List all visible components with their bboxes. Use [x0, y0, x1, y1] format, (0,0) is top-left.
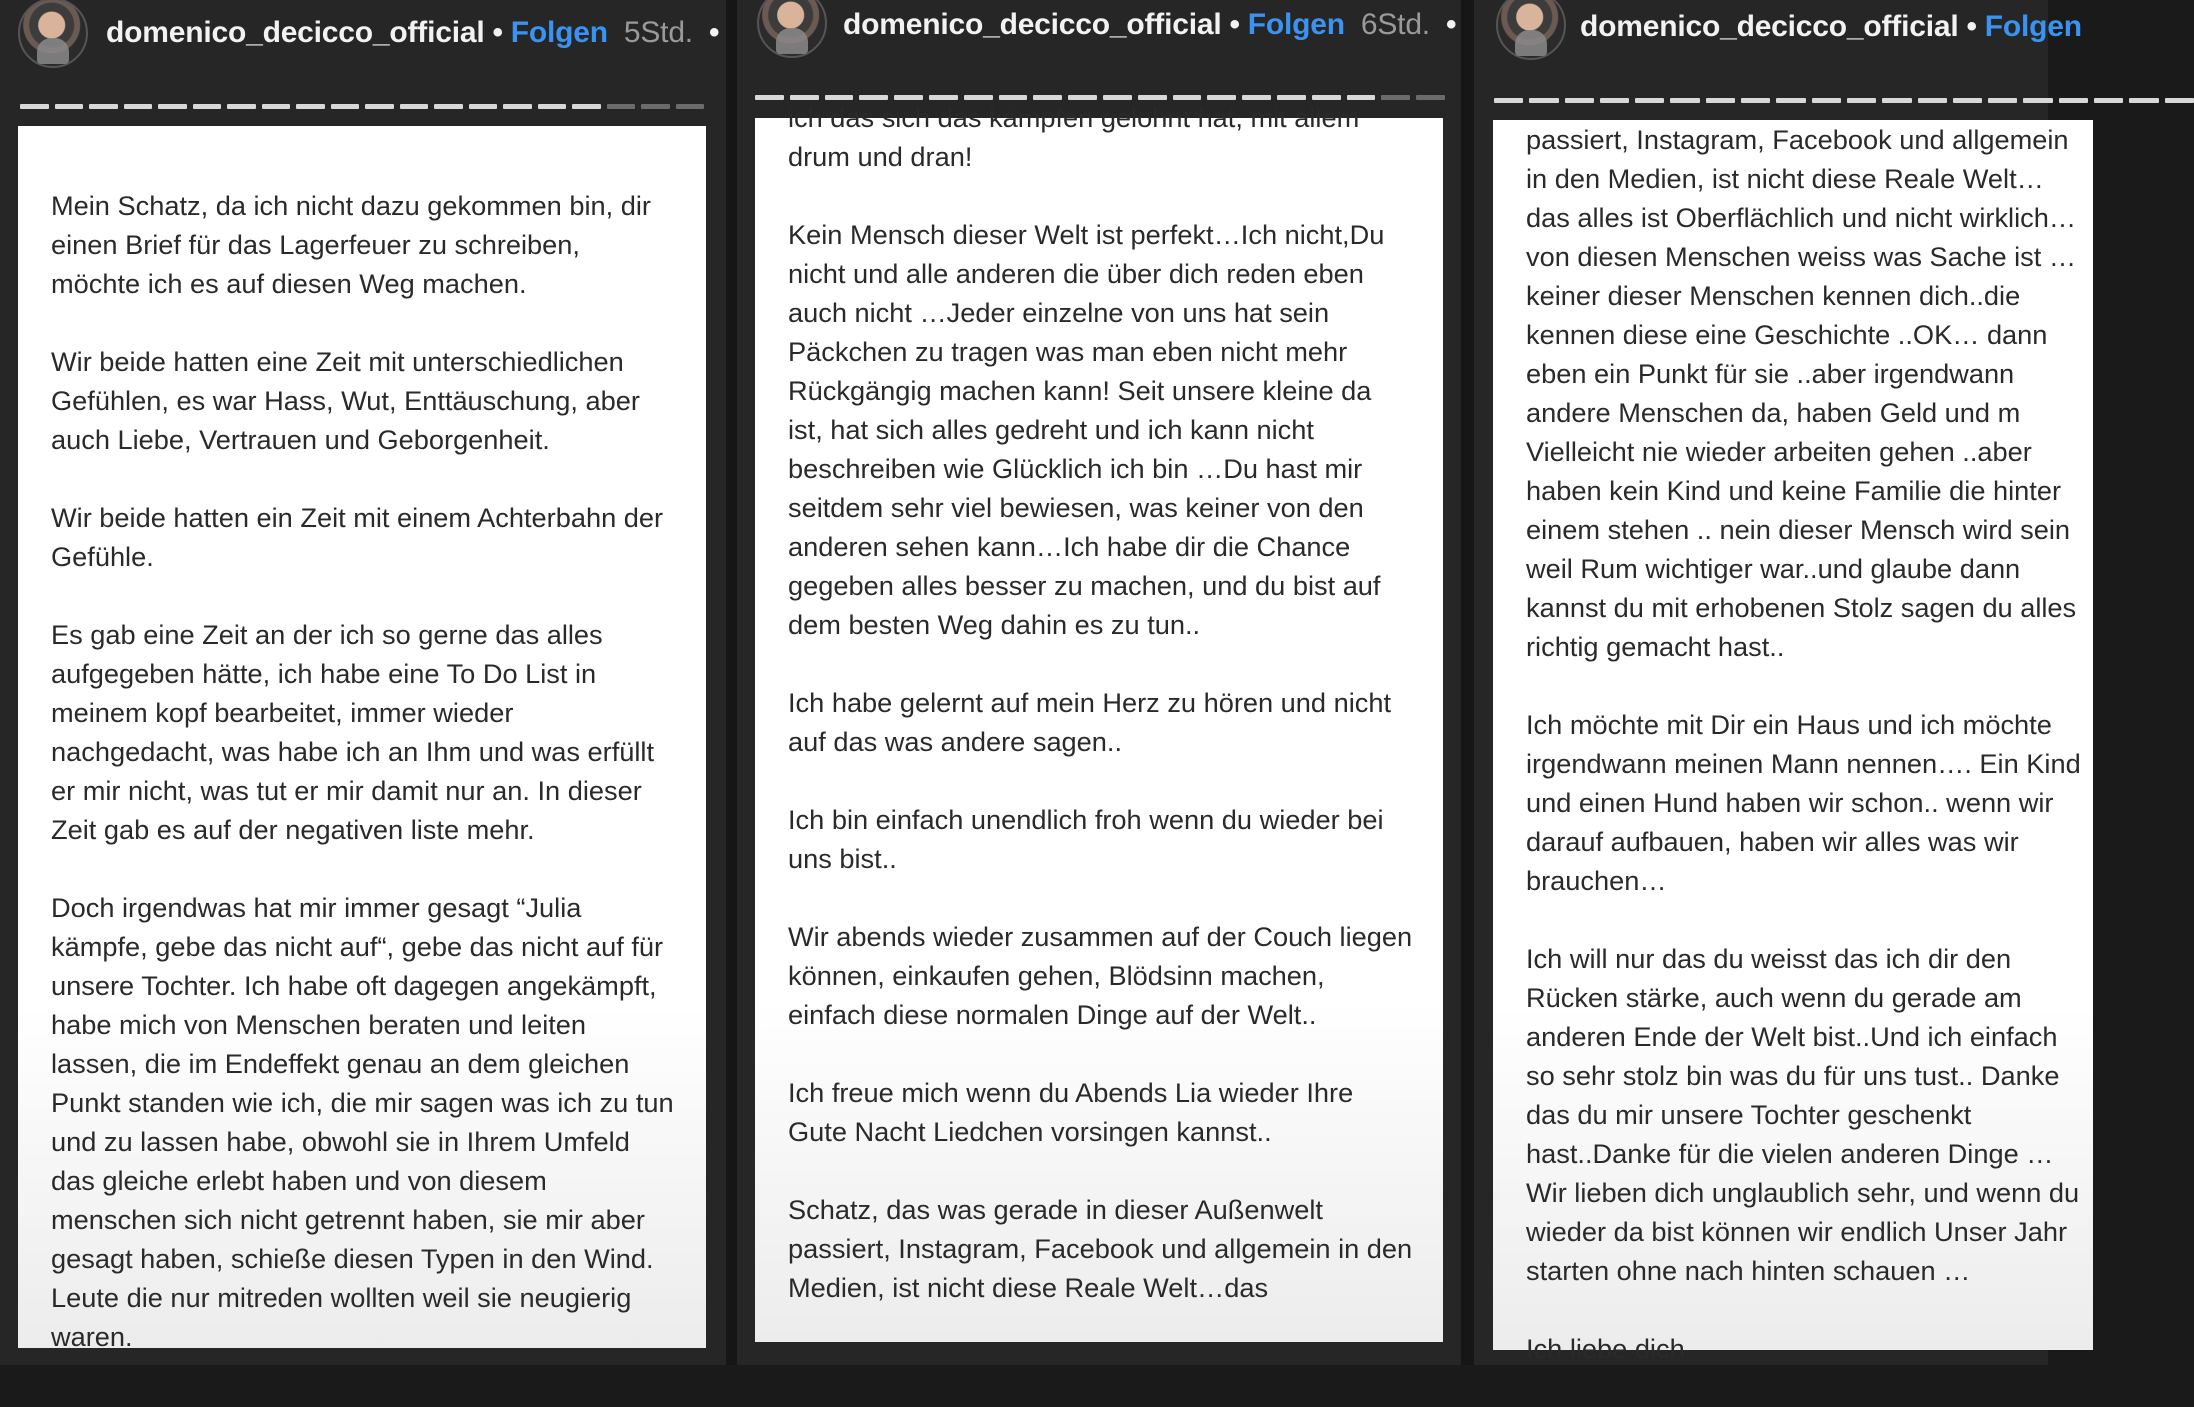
username[interactable]: domenico_decicco_official — [1580, 10, 1959, 43]
progress-segment — [55, 104, 84, 109]
paragraph: Ich freue mich wenn du Abends Lia wieder Ihre Gute Nacht Liedchen vorsingen kannst.. — [788, 1077, 1354, 1147]
progress-segment — [1635, 98, 1664, 103]
story-header — [0, 0, 726, 80]
paragraph: Kein Mensch dieser Welt ist perfekt…Ich nicht,Du nicht und alle anderen die über dich reden eben auch nicht …Jeder einzelne von uns hat sein Päckchen zu tragen was man eben nicht mehr Rückgängig machen kann! Seit unsere kleine da ist, hat sich alles gedreht und ich kann nicht beschreiben wie Glücklich ich bin …Du hast mir seitdem sehr viel bewiesen, was keiner von den anderen sehen kann…Ich habe dir die Chance gegeben alles besser zu machen, und du bist auf dem besten Weg dahin es zu tun.. — [788, 219, 1385, 640]
separator-dot: • — [1229, 8, 1240, 41]
letter-page — [755, 102, 1443, 1342]
story-panel-1 — [0, 0, 726, 1365]
post-time: 6Std. — [1360, 8, 1430, 41]
progress-segment — [124, 104, 153, 109]
trailing-dot: • — [708, 16, 720, 49]
progress-segment — [676, 104, 705, 109]
progress-segment — [434, 104, 463, 109]
letter-text — [1526, 120, 2086, 1407]
paragraph: Ich möchte mit Dir ein Haus und ich möchte irgendwann meinen Mann nennen…. Ein Kind und einen Hund haben wir schon.. wenn wir darauf aufbauen, haben wir alles was wir brauchen… — [1526, 709, 2081, 896]
paragraph: Mein Schatz, da ich nicht dazu gekommen bin, dir einen Brief für das Lagerfeuer zu schreiben, möchte ich es auf diesen Weg machen. — [51, 190, 651, 299]
progress-segment — [1847, 98, 1876, 103]
progress-segment — [1494, 98, 1523, 103]
paragraph: passiert, Instagram, Facebook und allgemein in den Medien, ist nicht diese Reale Welt…das alles ist Oberflächlich und nicht wirklich… von diesen Menschen weiss was Sache ist …keiner dieser Menschen kennen dich..die kennen diese eine Geschichte ..OK… dann eben ein Punkt für sie ..aber irgendwann andere Menschen da, haben Geld und m Vielleicht nie wieder arbeiten gehen ..aber haben kein Kind und keine Familie die hinter einem stehen .. nein dieser Mensch wird sein weil Rum wichtiger war..und glaube dann kannst du mit erhobenen Stolz sagen du alles richtig gemacht hast.. — [1526, 124, 2077, 662]
paragraph: Ich bin einfach unendlich froh wenn du wieder bei uns bist.. — [788, 804, 1384, 874]
progress-segment — [1565, 98, 1594, 103]
panel-divider — [1461, 0, 1474, 1365]
progress-segment — [1670, 98, 1699, 103]
letter-text — [51, 186, 676, 1395]
progress-segment — [755, 95, 784, 100]
avatar[interactable] — [18, 0, 88, 68]
progress-segment — [1812, 98, 1841, 103]
progress-segment — [1988, 98, 2017, 103]
header-line — [106, 16, 727, 50]
paragraph: Wir abends wieder zusammen auf der Couch liegen können, einkaufen gehen, Blödsinn machen, einfach diese normalen Dinge auf der Welt.. — [788, 921, 1413, 1030]
paragraph: Wir beide hatten ein Zeit mit einem Achterbahn der Gefühle. — [51, 502, 664, 572]
progress-segment — [1882, 98, 1911, 103]
progress-segment — [158, 104, 187, 109]
progress-segment — [20, 104, 49, 109]
header-line — [1580, 10, 2082, 44]
username[interactable]: domenico_decicco_official — [106, 16, 485, 49]
letter-text — [788, 98, 1413, 1346]
progress-segment — [2129, 98, 2158, 103]
progress-segment — [2165, 98, 2194, 103]
progress-segment — [1741, 98, 1770, 103]
progress-segment — [193, 104, 222, 109]
letter-page — [18, 126, 706, 1352]
progress-segment — [296, 104, 325, 109]
paragraph: Es gab eine Zeit an der ich so gerne das alles aufgegeben hätte, ich habe eine To Do List in meinem kopf bearbeitet, immer wieder nachgedacht, was habe ich an Ihm und was erfüllt er mir nicht, was tut er mir damit nur an. In dieser Zeit gab es auf der negativen liste mehr. — [51, 619, 655, 845]
progress-segment — [1706, 98, 1735, 103]
separator-dot: • — [1966, 10, 1977, 43]
trailing-dot: • — [1445, 8, 1457, 41]
paragraph: Doch irgendwas hat mir immer gesagt “Julia kämpfe, gebe das nicht auf“, gebe das nicht auf für unsere Tochter. Ich habe oft dagegen angekämpft, habe mich von Menschen beraten und leiten lassen, die im Endeffekt genau an dem gleichen Punkt standen wie ich, die mir sagen was ich zu tun und zu lassen habe, obwohl sie in Ihrem Umfeld das gleiche erlebt haben und von diesem menschen sich nicht getrennt haben, sie mir aber gesagt haben, schieße diesen Typen in den Wind. Leute die nur mitreden wollten weil sie neugierig waren. — [51, 892, 674, 1352]
follow-button[interactable]: Folgen — [1984, 10, 2082, 43]
progress-segment — [2059, 98, 2088, 103]
story-progress-bar — [20, 104, 704, 109]
progress-segment — [262, 104, 291, 109]
progress-segment — [1776, 98, 1805, 103]
progress-segment — [1918, 98, 1947, 103]
progress-segment — [1600, 98, 1629, 103]
story-panel-3 — [1474, 0, 2082, 1365]
letter-page — [1493, 120, 2093, 1364]
progress-segment — [2023, 98, 2052, 103]
progress-segment — [1529, 98, 1558, 103]
paragraph: Wir beide hatten eine Zeit mit unterschiedlichen Gefühlen, es war Hass, Wut, Enttäuschung, aber auch Liebe, Vertrauen und Geborgenheit. — [51, 346, 640, 455]
story-panel-2 — [737, 0, 1461, 1365]
avatar[interactable] — [1496, 0, 1566, 60]
progress-segment — [503, 104, 532, 109]
paragraph: Schatz, das was gerade in dieser Außenwelt passiert, Instagram, Facebook und allgemein in den Medien, ist nicht diese Reale Welt…das — [788, 1194, 1413, 1303]
progress-segment — [331, 104, 360, 109]
progress-segment — [1416, 95, 1445, 100]
progress-segment — [572, 104, 601, 109]
story-header — [1474, 0, 2082, 80]
avatar[interactable] — [757, 0, 827, 58]
progress-segment — [1953, 98, 1982, 103]
panel-divider — [726, 0, 737, 1365]
story-progress-bar — [1494, 98, 2194, 103]
header-line — [843, 8, 1464, 42]
progress-segment — [2094, 98, 2123, 103]
follow-button[interactable]: Folgen — [510, 16, 608, 49]
post-time: 5Std. — [623, 16, 693, 49]
story-header — [737, 0, 1461, 80]
progress-segment — [469, 104, 498, 109]
paragraph: Ich liebe dich — [1526, 1333, 1685, 1364]
paragraph: ich das sich das kämpfen gelohnt hat, mit allem drum und dran! — [788, 102, 1360, 172]
separator-dot: • — [492, 16, 503, 49]
progress-segment — [227, 104, 256, 109]
progress-segment — [538, 104, 567, 109]
progress-segment — [641, 104, 670, 109]
progress-segment — [400, 104, 429, 109]
progress-segment — [89, 104, 118, 109]
follow-button[interactable]: Folgen — [1247, 8, 1345, 41]
paragraph: Ich habe gelernt auf mein Herz zu hören und nicht auf das was andere sagen.. — [788, 687, 1392, 757]
progress-segment — [365, 104, 394, 109]
paragraph: Ich will nur das du weisst das ich dir den Rücken stärke, auch wenn du gerade am anderen Ende der Welt bist..Und ich einfach so sehr stolz bin was du für uns tust.. Danke das du mir unsere Tochter geschenkt hast..Danke für die vielen anderen Dinge …Wir lieben dich unglaublich sehr, und wenn du wieder da bist können wir endlich Unser Jahr starten ohne nach hinten schauen … — [1526, 943, 2080, 1286]
username[interactable]: domenico_decicco_official — [843, 8, 1222, 41]
progress-segment — [607, 104, 636, 109]
